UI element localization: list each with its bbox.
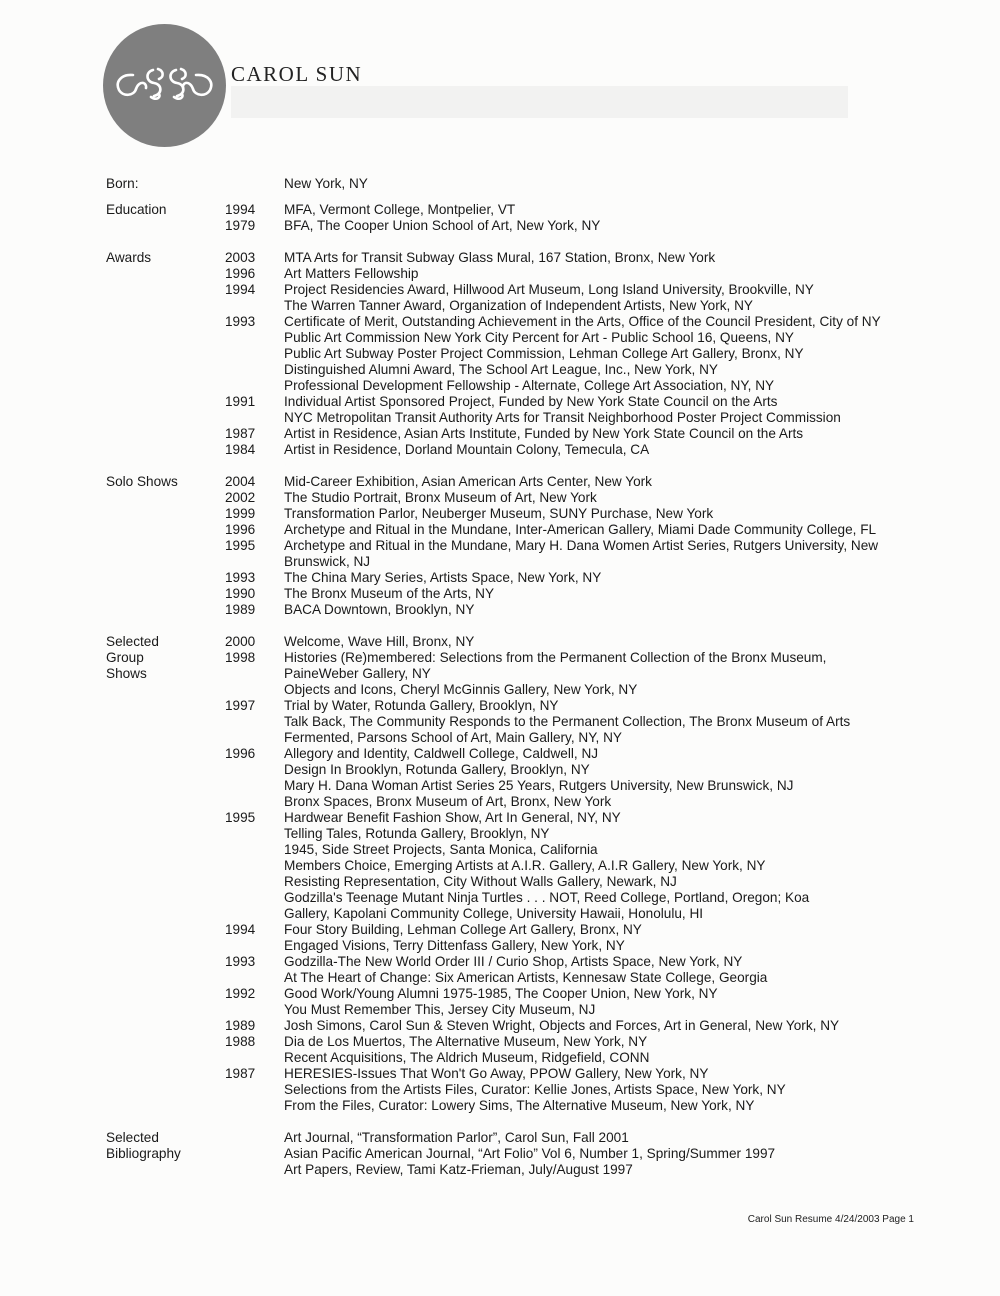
entry-year: [225, 666, 284, 682]
entry-year: 1987: [225, 1066, 256, 1081]
entry-year: 1989: [225, 602, 256, 617]
section-label: [106, 1098, 225, 1114]
entry-year: 2002: [225, 490, 256, 505]
resume-row: [106, 570, 916, 586]
entry-year: 1994: [225, 922, 256, 937]
entry-year: [225, 938, 284, 954]
section-label: [106, 1002, 225, 1018]
entry-text: Certificate of Merit, Outstanding Achievement in the Arts, Office of the Council President, City of NY: [284, 314, 881, 329]
entry-year: 1994: [225, 202, 256, 217]
entry-text: Members Choice, Emerging Artists at A.I.R. Gallery, A.I.R Gallery, New York, NY: [284, 858, 766, 873]
logo-seal: [103, 24, 226, 147]
entry-year: [225, 298, 284, 314]
entry-text: Telling Tales, Rotunda Gallery, Brooklyn, NY: [284, 826, 550, 841]
section-label: [106, 410, 225, 426]
entry-text: Mid-Career Exhibition, Asian American Arts Center, New York: [284, 474, 652, 489]
entry-text: Public Art Subway Poster Project Commission, Lehman College Art Gallery, Bronx, NY: [284, 346, 804, 361]
entry-text: Gallery, Kapolani Community College, University Hawaii, Honolulu, HI: [284, 906, 704, 921]
resume-row: [106, 442, 916, 458]
section-label: [106, 826, 225, 842]
section-label: [106, 906, 225, 922]
entry-text: Allegory and Identity, Caldwell College, Caldwell, NJ: [284, 746, 599, 761]
entry-year: 1990: [225, 586, 256, 601]
entry-year: 1987: [225, 426, 256, 441]
resume-row: [106, 762, 916, 778]
entry-text: The China Mary Series, Artists Space, New York, NY: [284, 570, 602, 585]
entry-year: 1996: [225, 522, 256, 537]
resume-row: [106, 746, 916, 762]
entry-text: MTA Arts for Transit Subway Glass Mural, 167 Station, Bronx, New York: [284, 250, 716, 265]
section-label: Group: [106, 650, 144, 665]
resume-row: [106, 426, 916, 442]
entry-year: 1992: [225, 986, 256, 1001]
entry-year: [225, 890, 284, 906]
entry-year: 1997: [225, 698, 256, 713]
entry-year: 1991: [225, 394, 256, 409]
entry-text: Josh Simons, Carol Sun & Steven Wright, Objects and Forces, Art in General, New York, NY: [284, 1018, 840, 1033]
resume-row: [106, 378, 916, 394]
entry-year: 2003: [225, 250, 256, 265]
resume-row: [106, 1082, 916, 1098]
resume-row: [106, 698, 916, 714]
section-label: [106, 346, 225, 362]
section-label: [106, 586, 225, 602]
page-footer: Carol Sun Resume 4/24/2003 Page 1: [747, 1214, 914, 1225]
resume-row: [106, 810, 916, 826]
resume-row: [106, 890, 916, 906]
resume-row: [106, 634, 916, 650]
entry-text: Dia de Los Muertos, The Alternative Museum, New York, NY: [284, 1034, 648, 1049]
entry-text: Bronx Spaces, Bronx Museum of Art, Bronx, New York: [284, 794, 612, 809]
entry-year: 1996: [225, 746, 256, 761]
entry-text: Fermented, Parsons School of Art, Main Gallery, NY, NY: [284, 730, 622, 745]
entry-text: The Studio Portrait, Bronx Museum of Art, New York: [284, 490, 597, 505]
entry-year: [225, 378, 284, 394]
resume-row: [106, 474, 916, 490]
resume-row: [106, 842, 916, 858]
entry-text: Selections from the Artists Files, Curator: Kellie Jones, Artists Space, New York, NY: [284, 1082, 786, 1097]
entry-text: BACA Downtown, Brooklyn, NY: [284, 602, 475, 617]
entry-text: NYC Metropolitan Transit Authority Arts for Transit Neighborhood Poster Project Commission: [284, 410, 841, 425]
section-label: [106, 266, 225, 282]
entry-year: [225, 682, 284, 698]
section-label: [106, 938, 225, 954]
entry-year: [225, 1082, 284, 1098]
section-label: [106, 378, 225, 394]
entry-text: Individual Artist Sponsored Project, Funded by New York State Council on the Arts: [284, 394, 778, 409]
entry-year: [225, 762, 284, 778]
entry-year: 2004: [225, 474, 256, 489]
entry-text: Four Story Building, Lehman College Art Gallery, Bronx, NY: [284, 922, 642, 937]
section-label: Selected: [106, 1130, 159, 1145]
entry-year: [225, 362, 284, 378]
resume-row: [106, 490, 916, 506]
resume-row: [106, 410, 916, 426]
entry-text: The Bronx Museum of the Arts, NY: [284, 586, 495, 601]
resume-row: [106, 266, 916, 282]
section-label: [106, 362, 225, 378]
section-label: [106, 1018, 225, 1034]
entry-text: Asian Pacific American Journal, “Art Folio” Vol 6, Number 1, Spring/Summer 1997: [284, 1146, 776, 1161]
entry-year: 1979: [225, 218, 256, 233]
entry-text: Histories (Re)membered: Selections from the Permanent Collection of the Bronx Museum,: [284, 650, 827, 665]
section-label: [106, 554, 225, 570]
resume-row: [106, 970, 916, 986]
section-label: [106, 842, 225, 858]
entry-text: Archetype and Ritual in the Mundane, Inter-American Gallery, Miami Dade Community College, FL: [284, 522, 877, 537]
section-label: [106, 330, 225, 346]
resume-row: [106, 362, 916, 378]
entry-text: Brunswick, NJ: [284, 554, 371, 569]
section-label: [106, 570, 225, 586]
section-label: [106, 778, 225, 794]
entry-text: Distinguished Alumni Award, The School Art League, Inc., New York, NY: [284, 362, 718, 377]
section-label: [106, 874, 225, 890]
entry-text: Engaged Visions, Terry Dittenfass Gallery, New York, NY: [284, 938, 625, 953]
entry-year: [225, 346, 284, 362]
entry-text: Transformation Parlor, Neuberger Museum, SUNY Purchase, New York: [284, 506, 714, 521]
resume-row: [106, 250, 916, 266]
entry-year: 1995: [225, 538, 256, 553]
entry-text: Godzilla's Teenage Mutant Ninja Turtles . . . NOT, Reed College, Portland, Oregon; Koa: [284, 890, 810, 905]
section-label: [106, 602, 225, 618]
entry-text: You Must Remember This, Jersey City Museum, NJ: [284, 1002, 596, 1017]
entry-text: Hardwear Benefit Fashion Show, Art In General, NY, NY: [284, 810, 621, 825]
section-label: [106, 506, 225, 522]
entry-text: Welcome, Wave Hill, Bronx, NY: [284, 634, 475, 649]
resume-row: [106, 778, 916, 794]
resume-row: [106, 176, 916, 192]
resume-row: [106, 538, 916, 554]
entry-year: 2000: [225, 634, 256, 649]
resume-row: [106, 218, 916, 234]
entry-text: Public Art Commission New York City Percent for Art - Public School 16, Queens, NY: [284, 330, 794, 345]
section-label: [106, 522, 225, 538]
section-label: Shows: [106, 666, 147, 681]
resume-row: [106, 282, 916, 298]
section-label: [106, 746, 225, 762]
entry-text: PaineWeber Gallery, NY: [284, 666, 431, 681]
section-label: [106, 1082, 225, 1098]
resume-row: [106, 506, 916, 522]
resume-row: [106, 666, 916, 682]
entry-year: 1993: [225, 570, 256, 585]
resume-section: [106, 474, 916, 618]
entry-year: [225, 826, 284, 842]
resume-row: [106, 346, 916, 362]
section-label: [106, 298, 225, 314]
resume-section: [106, 202, 916, 234]
entry-year: 1995: [225, 810, 256, 825]
section-label: Bibliography: [106, 1146, 181, 1161]
entry-text: Talk Back, The Community Responds to the Permanent Collection, The Bronx Museum of Arts: [284, 714, 851, 729]
header-band: [231, 86, 848, 118]
section-label: [106, 1050, 225, 1066]
entry-text: BFA, The Cooper Union School of Art, New York, NY: [284, 218, 601, 233]
resume-row: [106, 938, 916, 954]
resume-section: [106, 1130, 916, 1178]
section-label: [106, 986, 225, 1002]
resume-row: [106, 330, 916, 346]
resume-row: [106, 1146, 916, 1162]
entry-text: Art Papers, Review, Tami Katz-Frieman, July/August 1997: [284, 1162, 633, 1177]
resume-row: [106, 714, 916, 730]
resume-row: [106, 1002, 916, 1018]
entry-year: 1984: [225, 442, 256, 457]
section-label: [106, 714, 225, 730]
entry-text: New York, NY: [284, 176, 368, 191]
section-label: [106, 682, 225, 698]
entry-text: Artist in Residence, Dorland Mountain Colony, Temecula, CA: [284, 442, 650, 457]
resume-row: [106, 906, 916, 922]
resume-row: [106, 1066, 916, 1082]
section-label: [106, 1162, 225, 1178]
resume-row: [106, 650, 916, 666]
entry-year: [225, 410, 284, 426]
resume-row: [106, 522, 916, 538]
section-label: Awards: [106, 250, 152, 265]
entry-year: 1998: [225, 650, 256, 665]
resume-section: [106, 634, 916, 1114]
resume-row: [106, 826, 916, 842]
entry-year: [225, 554, 284, 570]
entry-year: 1989: [225, 1018, 256, 1033]
section-label: [106, 282, 225, 298]
ornament-icon: [103, 24, 226, 147]
resume-row: [106, 794, 916, 810]
entry-year: [225, 794, 284, 810]
entry-year: 1996: [225, 266, 256, 281]
resume-row: [106, 730, 916, 746]
entry-year: [225, 1162, 284, 1178]
entry-year: [225, 1130, 284, 1146]
section-label: [106, 730, 225, 746]
resume-row: [106, 1018, 916, 1034]
section-label: Education: [106, 202, 167, 217]
section-label: [106, 762, 225, 778]
section-label: [106, 970, 225, 986]
entry-text: From the Files, Curator: Lowery Sims, The Alternative Museum, New York, NY: [284, 1098, 755, 1113]
entry-text: At The Heart of Change: Six American Artists, Kennesaw State College, Georgia: [284, 970, 768, 985]
resume-row: [106, 394, 916, 410]
section-label: [106, 1066, 225, 1082]
entry-year: [225, 714, 284, 730]
resume-name: CAROL SUN: [231, 62, 363, 86]
entry-year: 1994: [225, 282, 256, 297]
entry-text: Recent Acquisitions, The Aldrich Museum, Ridgefield, CONN: [284, 1050, 650, 1065]
resume-row: [106, 1098, 916, 1114]
resume-row: [106, 922, 916, 938]
section-label: [106, 954, 225, 970]
section-label: Selected: [106, 634, 159, 649]
entry-year: [225, 906, 284, 922]
entry-year: [225, 970, 284, 986]
entry-year: 1999: [225, 506, 256, 521]
entry-text: MFA, Vermont College, Montpelier, VT: [284, 202, 516, 217]
entry-year: [225, 858, 284, 874]
entry-text: Design In Brooklyn, Rotunda Gallery, Brooklyn, NY: [284, 762, 590, 777]
resume-row: [106, 858, 916, 874]
entry-year: [225, 1098, 284, 1114]
resume-row: [106, 298, 916, 314]
entry-year: 1993: [225, 954, 256, 969]
resume-header: [103, 24, 903, 154]
resume-row: [106, 874, 916, 890]
section-label: [106, 698, 225, 714]
section-label: [106, 394, 225, 410]
section-label: [106, 794, 225, 810]
entry-text: Art Matters Fellowship: [284, 266, 419, 281]
entry-year: [225, 330, 284, 346]
resume-row: [106, 202, 916, 218]
section-label: [106, 442, 225, 458]
resume-row: [106, 602, 916, 618]
entry-year: [225, 176, 284, 192]
section-label: [106, 810, 225, 826]
section-label: [106, 426, 225, 442]
section-label: [106, 922, 225, 938]
section-label: [106, 858, 225, 874]
entry-text: The Warren Tanner Award, Organization of Independent Artists, New York, NY: [284, 298, 753, 313]
entry-text: Resisting Representation, City Without Walls Gallery, Newark, NJ: [284, 874, 677, 889]
entry-year: [225, 730, 284, 746]
entry-text: Godzilla-The New World Order III / Curio Shop, Artists Space, New York, NY: [284, 954, 743, 969]
entry-year: 1993: [225, 314, 256, 329]
entry-text: Objects and Icons, Cheryl McGinnis Gallery, New York, NY: [284, 682, 638, 697]
entry-year: [225, 1002, 284, 1018]
section-label: [106, 890, 225, 906]
resume-row: [106, 314, 916, 330]
entry-year: [225, 1146, 284, 1162]
entry-year: 1988: [225, 1034, 256, 1049]
resume-row: [106, 1034, 916, 1050]
section-label: [106, 218, 225, 234]
section-label: [106, 314, 225, 330]
entry-year: [225, 874, 284, 890]
resume-row: [106, 986, 916, 1002]
entry-year: [225, 842, 284, 858]
entry-text: Project Residencies Award, Hillwood Art Museum, Long Island University, Brookville, NY: [284, 282, 814, 297]
resume-row: [106, 954, 916, 970]
resume-row: [106, 554, 916, 570]
section-label: [106, 490, 225, 506]
entry-text: Archetype and Ritual in the Mundane, Mary H. Dana Women Artist Series, Rutgers University, New: [284, 538, 879, 553]
entry-text: HERESIES-Issues That Won't Go Away, PPOW Gallery, New York, NY: [284, 1066, 709, 1081]
resume-row: [106, 1162, 916, 1178]
section-label: Solo Shows: [106, 474, 178, 489]
entry-text: Artist in Residence, Asian Arts Institute, Funded by New York State Council on the Arts: [284, 426, 804, 441]
section-label: Born:: [106, 176, 139, 191]
resume-row: [106, 682, 916, 698]
resume-row: [106, 1130, 916, 1146]
resume-section: [106, 176, 916, 192]
entry-text: Good Work/Young Alumni 1975-1985, The Cooper Union, New York, NY: [284, 986, 718, 1001]
entry-year: [225, 778, 284, 794]
entry-text: Mary H. Dana Woman Artist Series 25 Years, Rutgers University, New Brunswick, NJ: [284, 778, 794, 793]
entry-year: [225, 1050, 284, 1066]
entry-text: 1945, Side Street Projects, Santa Monica, California: [284, 842, 598, 857]
entry-text: Art Journal, “Transformation Parlor”, Carol Sun, Fall 2001: [284, 1130, 629, 1145]
resume-row: [106, 586, 916, 602]
entry-text: Professional Development Fellowship - Alternate, College Art Association, NY, NY: [284, 378, 775, 393]
resume-body: [106, 176, 916, 1194]
section-label: [106, 1034, 225, 1050]
resume-section: [106, 250, 916, 458]
resume-row: [106, 1050, 916, 1066]
section-label: [106, 538, 225, 554]
entry-text: Trial by Water, Rotunda Gallery, Brooklyn, NY: [284, 698, 559, 713]
